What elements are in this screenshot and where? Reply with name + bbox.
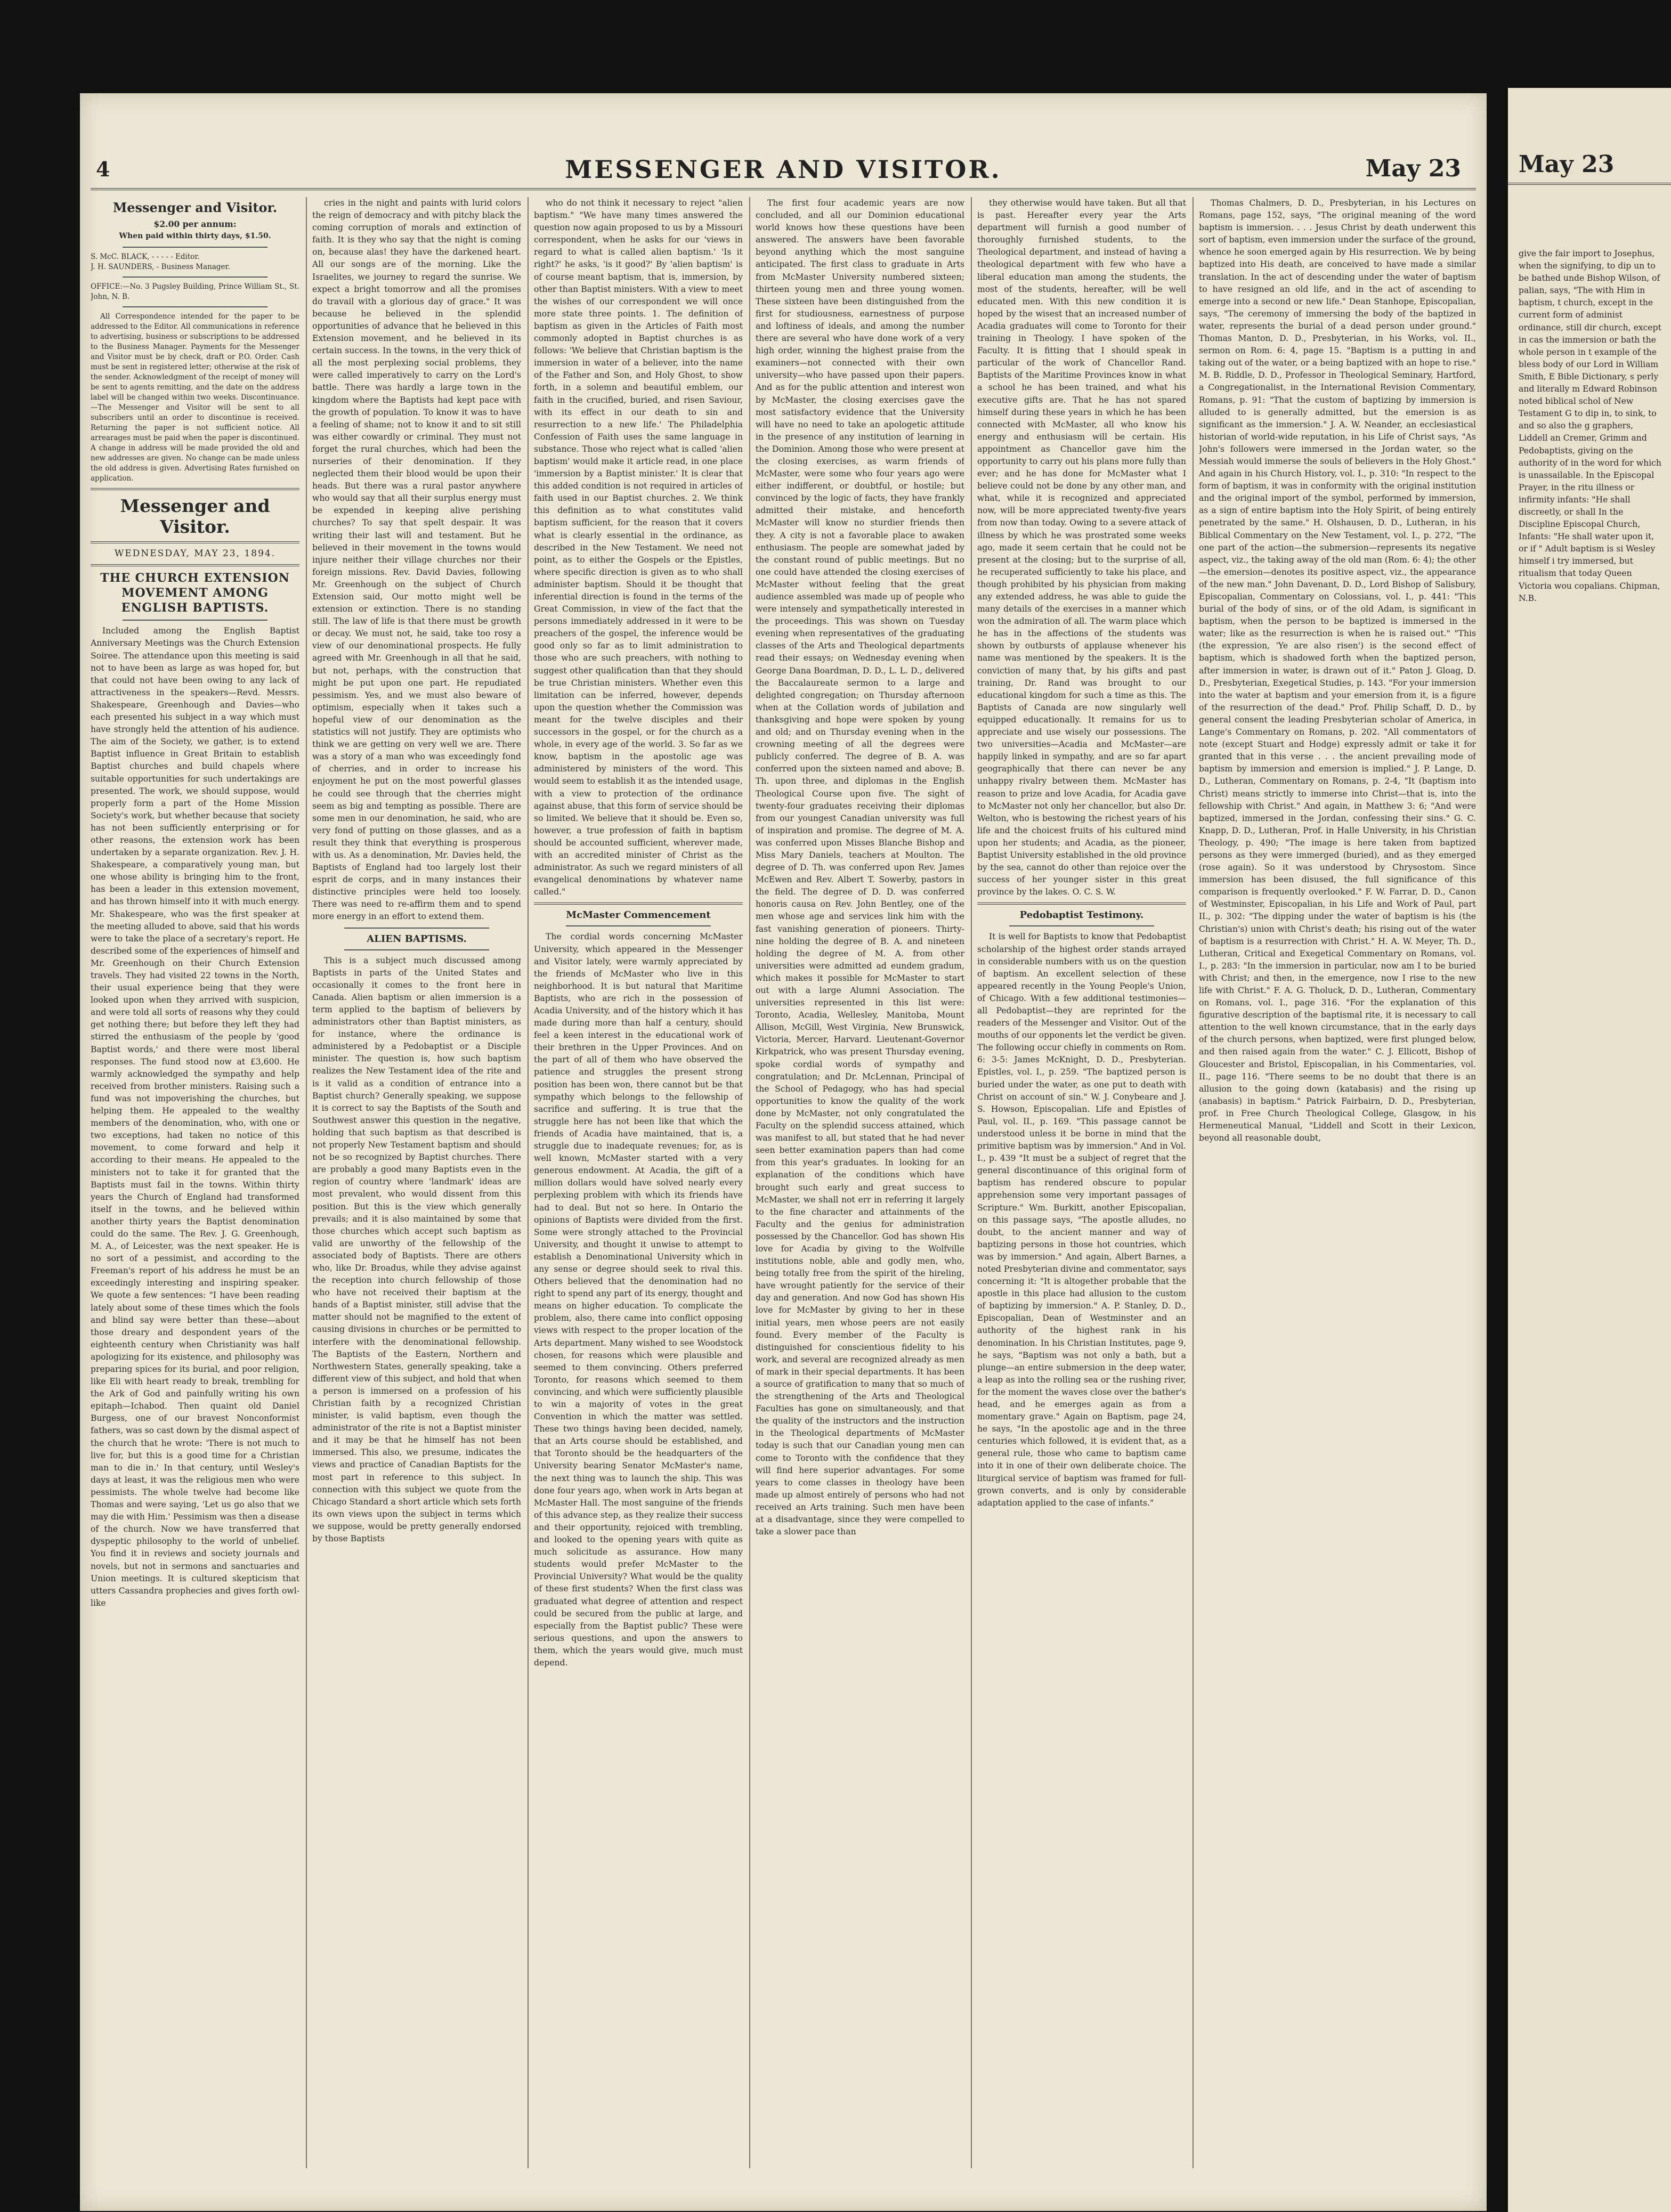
article-body: The first four academic years are now concluded, and all our Dominion educational world knows how these questions have been answered. The answers have been favorable beyond anything which the most sanguine anticipated. The first class to graduate in Arts from McMaster University numbered sixteen; thirteen young men and three young women. These sixteen have been distinguished from the first for studiousness, earnestness of purpose and loftiness of ideals, and among the number there are several who have done work of a very high order, winning the highest praise from the examiners—not connected with their own university—who have passed upon their papers. And as for the public attention and interest won by McMaster, the closing exercises gave the most satisfactory evidence that the University will have no need to take an apologetic attitude in the presence of any institution of learning in the Dominion. Among those who were present at the closing exercises, as warm friends of McMaster, were some who four years ago were either indifferent, or doubtful, or hostile; but convinced by the logic of facts, they have frankly admitted their mistake, and henceforth McMaster will know no sturdier friends then they. A city is not a favorable place to awaken enthusiasm. The people are somewhat jaded by the constant round of public meetings. But no one could have attended the closing exercises of McMaster without feeling that the great audience assembled was made up of people who were intensely and sympathetically interested in the proceedings. This was shown on Tuesday evening when representatives of the graduating classes of the Arts and Theological departments read their essays; on Wednesday evening when George Dana Boardman, D. D., L. L. D., delivered the Baccalaureate sermon to a large and delighted congregation; on Thursday afternoon when at the Collation words of jubilation and thanksgiving and hope were spoken by young and old; and on Thursday evening when in the crowning meeting of all the degrees were publicly conferred. The degree of B. A. was conferred upon the sixteen named and above; B. Th. upon three, and diplomas in the English Theological Course upon five. The sight of twenty-four graduates receiving their diplomas from our youngest Canadian university was full of inspiration and promise. The degree of M. A. was conferred upon Misses Blanche Bishop and Miss Mary Daniels, teachers at Moulton. The degree of D. Th. was conferred upon Rev. James McEwen and Rev. Albert T. Sowerby, pastors in the field. The degree of D. D. was conferred honoris causa on Rev. John Bentley, one of the men whose age and services link him with the fast vanishing generation of pioneers. Thirty-nine holding the degree of B. A. and nineteen holding the degree of M. A. from other universities were admitted ad eundem gradum, which makes it possible for McMaster to start out with a large Alumni Association. The universities represented in this list were: Toronto, Acadia, Wellesley, Manitoba, Mount Allison, McGill, West Virginia, New Brunswick, Victoria, Mercer, Harvard. Lieutenant-Governor Kirkpatrick, who was present Thursday evening, spoke cordial words of sympathy and congratulation; and Dr. McLennan, Principal of the School of Pedagogy, who has had special opportunities to know the quality of the work done by McMaster, not only congratulated the Faculty on the splendid success attained, which was manifest to all, but stated that he had never seen better examination papers than had come from this year's graduates. In looking for an explanation of the conditions which have brought such early and great success to McMaster, we shall not err in referring it largely to the fine character and attainments of the Faculty and the genius for administration possessed by the Chancellor. God has shown His love for Acadia by giving to the Wolfville institutions noble, able and godly men, who, being totally free from the spirit of the hireling, have wrought patiently for the service of their day and generation. And now God has shown His love for McMaster by giving to her in these initial years, men whose peers are not easily found. Every member of the Faculty is distinguished for conscientious fidelity to his work, and several are recognized already as men of mark in their special departments. It has been a source of gratification to many that so much of the strengthening of the Arts and Theological Faculties has gone on simultaneously, and that the quality of the instructors and the instruction in the Theological departments of McMaster today is such that our Canadian young men can come to Toronto with the confidence that they will find here superior advantages. For some years to come classes in theology have been made up almost entirely of persons who had not received an Arts training. Such men have been at a disadvantage, since they were compelled to take a slower pace than — [756, 198, 964, 1537]
divider — [344, 928, 489, 929]
column-6 — [1199, 197, 1476, 2168]
column-3 — [534, 197, 743, 2168]
divider — [123, 276, 267, 278]
column-2 — [312, 197, 521, 2168]
divider — [91, 564, 299, 566]
column-rule — [749, 197, 750, 2168]
editorial-date: WEDNESDAY, MAY 23, 1894. — [114, 548, 276, 559]
column-5 — [977, 197, 1186, 2168]
article-body: they otherwise would have taken. But all that is past. Hereafter every year the Arts department will furnish a good number of thoroughly furnished students, to the Theological department, and instead of having a theological department with few who have a liberal education man among the students, the most of the students, hereafter, will be well educated men. With this new condition it is hoped by the wisest that an increased number of Acadia graduates will come to Toronto for their training in Theology. I have spoken of the Faculty. It is fitting that I should speak in particular of the work of Chancellor Rand. Baptists of the Maritime Provinces know in what a school he has been trained, and what his executive gifts are. That he has not spared himself during these years in which he has been connected with McMaster, all who know his energy and enthusiasm will be certain. His appointment as Chancellor gave him the opportunity to carry out his plans more fully than ever; and he has done for McMaster what I believe could not be done by any other man, and what, while it is recognized and appreciated now, will be more appreciated twenty-five years from now than today. Owing to a severe attack of illness by which he was prostrated some weeks ago, made it seem certain that he could not be present at the closing; but to the surprise of all, he recuperated sufficiently to take his place, and though prohibited by his physician from making any extended address, he was able to guide the many details of the exercises in a manner which won the admiration of all. The warm place which he has in the affections of the students was shown by outbursts of applause whenever his name was mentioned by the speakers. It is the conviction of many that, by his gifts and past training, Dr. Rand was brought to our educational kingdom for such a time as this. The Baptists of Canada are now singularly well equipped educationally. It remains for us to appreciate and use wisely our possessions. The two universities—Acadia and McMaster—are happily linked in sympathy, and are so far apart geographically that there can never be any unhappy rivalry between them. McMaster has reason to prize and love Acadia, for Acadia gave to McMaster not only her chancellor, but also Dr. Welton, who is bestowing the richest years of his life and the choicest fruits of his cultured mind upon her students; and Acadia, as the pioneer, Baptist University established in the old province by the sea, cannot do other than rejoice over the success of her younger sister in this great province by the lakes. O. C. S. W. — [977, 198, 1186, 897]
article-body: Thomas Chalmers, D. D., Presbyterian, in his Lectures on Romans, page 152, says, "The original meaning of the word baptism is immersion. . . . Jesus Christ by death underwent this sort of baptism, even immersion under the surface of the ground, whence he soon emerged again by His resurrection. We by being baptized into His death, are conceived to have made a similar translation. In the act of descending under the water of baptism to have resigned an old life, and in the act of ascending to emerge into a second or new life." Dean Stanhope, Episcopalian, says, "The ceremony of immersing the body of the baptized in water, represents the burial of a dead person under ground." Thomas Manton, D. D., Presbyterian, in his Works, vol. II., sermon on Rom. 6: 4, page 15. "Baptism is a putting in and taking out of the water, or a being baptized with an hope to rise." M. B. Riddle, D. D., Professor in Theological Seminary, Hartford, a Congregationalist, in the International Revision Commentary, Romans, p. 91: "That the custom of baptizing by immersion is alluded to is generally admitted, but the emersion is as significant as the immersion." J. A. W. Neander, an ecclesiastical historian of world-wide reputation, in his Life of Christ says, "As John's followers were immersed in the Jordan water, so the Messiah would immerse the souls of believers in the Holy Ghost." And again in his Church History, vol. I., p. 310: "In respect to the form of baptism, it was in conformity with the original institution and the original import of the symbol, performed by immersion, as a sign of entire baptism into the Holy Spirit, of being entirely penetrated by the same." H. Olshausen, D. D., Lutheran, in his Biblical Commentary on the New Testament, vol. I., p. 272, "The one part of the action—the submersion—represents its negative aspect, viz., the taking away of the old man (Rom. 6: 4); the other—the emersion—denotes its positive aspect, viz., the appearance of the new man." John Davenant, D. D., Lord Bishop of Salisbury, Episcopalian, Commentary on Colossians, vol. I., p. 441: "This burial of the body of sins, or of the old Adam, is significant in baptism, when the person to be baptized is immersed in the water; like as the resurrection is when he is raised out." "This (the expression, 'Ye are also risen') is the second effect of baptism, which is shadowed forth when the baptized person, after immersion in water, is drawn out of it." Paton J. Gloag, D. D., Presbyterian, Exegetical Studies, p. 143. "For your immersion into the water at baptism and your emersion from it, is a figure of the resurrection of the dead." Prof. Philip Schaff, D. D., by general consent the leading Presbyterian scholar of America, in Lange's Commentary on Romans, p. 202. "All commentators of note (except Stuart and Hodge) expressly admit or take it for granted that in this verse . . . the ancient prevailing mode of baptism by immersion and emersion is implied." J. P. Lange, D. D., Lutheran, Commentary on Romans, p. 2-4, "It (baptism into Christ) means strictly to immerse into Christ—that is, into the fellowship with Christ." And again, in Matthew 3: 6; "And were baptized, immersed in the Jordan, confessing their sins." G. C. Knapp, D. D., Lutheran, Prof. in Halle University, in his Christian Theology, p. 490; "The image is here taken from baptized persons as they were immerged (buried), and as they emerged (rose again). So it was understood by Chrysostom. Since immersion has been disused, the full significance of this comparison is frequently overlooked." F. W. Farrar, D. D., Canon of Westminster, Episcopalian, in his Life and Work of Paul, part II., p. 302: "The dipping under the water of baptism is his (the Christian's) union with Christ's death; his rising out of the water of baptism is a resurrection with Christ." H. A. W. Meyer, Th. D., Lutheran, Critical and Exegetical Commentary on Romans, vol. I., p. 283: "In the immersion in particular, now am I to be buried with Christ; and then, in the emergence, now I rise to the new life with Christ." F. A. G. Tholuck, D. D., Lutheran, Commentary on Romans, vol. I., page 316. "For the explanation of this figurative description of the baptismal rite, it is necessary to call attention to the well known circumstance, that in the early days of the church persons, when baptized, were first plunged below, and then raised again from the water." C. J. Ellicott, Bishop of Gloucester and Bristol, Episcopalian, in his Commentaries, vol. II., page 116. "There seems to be no doubt that there is an allusion to the going down (katabasis) and the rising up (anabasis) in baptism." Patrick Fairbairn, D. D., Presbyterian, prof. in Free Church Theological College, Glasgow, in his Hermeneutical Manual, "Liddell and Scott in their Lexicon, beyond all reasonable doubt, — [1199, 198, 1476, 1143]
divider — [91, 488, 299, 490]
divider — [977, 902, 1186, 905]
article-heading-mcmaster: McMaster Commencement — [566, 909, 711, 921]
divider — [534, 902, 743, 905]
divider — [1009, 925, 1154, 926]
divider — [344, 949, 489, 950]
masthead-price: $2.00 per annum: — [153, 219, 237, 230]
article-body: who do not think it necessary to reject "alien baptism." "We have many times answered the question now again proposed to us by a Missouri correspondent, when he asks for our 'views in regard to what is called alien baptism.' 'Is it right?' he asks, 'is it good?' By 'alien baptism' is of course meant baptism, that is, immersion, by other than Baptist ministers. With a view to meet the wishes of our correspondent we will once more state three points. 1. The definition of baptism as given in the Articles of Faith most commonly adopted in Baptist churches is as follows: 'We believe that Christian baptism is the immersion in water of a believer, into the name of the Father and Son, and Holy Ghost, to show forth, in a solemn and beautiful emblem, our faith in the crucified, buried, and risen Saviour, with its effect in our death to sin and resurrection to a new life.' The Philadelphia Confession of Faith uses the same language in substance. Those who reject what is called 'alien baptism' would make it article read, in one place 'immersion by a Baptist minister.' It is clear that this added condition is not required in articles of faith used in our Baptist churches. 2. We think this definition as to what constitutes valid baptism sufficient, for the reason that it covers what is clearly essential in the ordinance, as described in the New Testament. We need not point, as to either the Gospels or the Epistles, where specific direction is given as to who shall administer baptism. Should it be thought that inferential direction is found in the terms of the Great Commission, in view of the fact that the persons immediately addressed in it were to be preachers of the gospel, the inference would be good only so far as to limit administration to those who are such preachers, with nothing to suggest other qualification than that they should be true Christian ministers. Whether even this limitation can be inferred, however, depends upon the question whether the Commission was meant for the twelve disciples and their successors in the gospel, or for the church as a whole, in every age of the world. 3. So far as we know, baptism in the apostolic age was administered by ministers of the word. This would seem to establish it as the intended usage, with a view to protection of the ordinance against abuse, that this form of service should be so limited. We believe that it should be. Even so, however, a true profession of faith in baptism should be accounted sufficient, wherever made, with an accredited minister of Christ as the administrator. As such we regard ministers of all evangelical denominations by whatever name called." — [534, 198, 743, 897]
divider — [123, 620, 267, 621]
masthead-notices: All Correspondence intended for the paper to be addressed to the Editor. All communications in reference to advertising, business or subscriptions to be addressed to the Business Manager. Payments for the Messenger and Visitor must be by check, draft or P.O. Order. Cash must be sent in registered letter; otherwise at the risk of the sender. Acknowledgment of the receipt of money will be sent to agents remitting, and the date on the address label will be changed within two weeks. Discontinuance.—The Messenger and Visitor will be sent to all subscribers until an order to discontinue is received. Returning the paper is not sufficient notice. All arrearages must be paid when the paper is discontinued. A change in address will be made provided the old and new addresses are given. No change can be made unless the old address is given. Advertising Rates furnished on application. — [91, 312, 299, 483]
adjacent-page — [1508, 88, 1671, 2212]
column-rule — [306, 197, 307, 2168]
page-date: May 23 — [1365, 155, 1461, 182]
divider — [123, 306, 267, 307]
column-1 — [91, 197, 299, 2168]
divider — [91, 541, 299, 543]
page-number: 4 — [96, 157, 110, 181]
masthead-box-title: Messenger and Visitor. — [112, 200, 278, 215]
column-rule — [528, 197, 529, 2168]
newspaper-page — [80, 93, 1487, 2211]
paper-title: MESSENGER AND VISITOR. — [565, 155, 1002, 184]
masthead-editor: S. McC. BLACK, - - - - - Editor. — [91, 253, 200, 262]
article-body: The cordial words concerning McMaster University, which appeared in the Messenger and Visitor lately, were warmly appreciated by the friends of McMaster who live in this neighborhood. It is but natural that Maritime Baptists, who are rich in the possession of Acadia University, and of the history which it has made during more than half a century, should feel a keen interest in the educational work of their brethren in the Upper Provinces. And on the part of all of them who have observed the patience and struggles the present strong position has been won, there cannot but be that sympathy which belongs to the fellowship of sacrifice and suffering. It is true that the struggle here has not been like that which the friends of Acadia have maintained, that is, a struggle due to inadequate revenues; for, as is well known, McMaster started with a very generous endowment. At Acadia, the gift of a million dollars would have solved nearly every perplexing problem with which its friends have had to deal. But not so here. In Ontario the opinions of Baptists were divided from the first. Some were strongly attached to the Provincial University, and thought it unwise to attempt to establish a Denominational University which in any sense or degree should seek to rival this. Others believed that the denomination had no right to spend any part of its energy, thought and means on higher education. To complicate the problem, also, there came into conflict opposing views with respect to the proper location of the Arts department. Many wished to see Woodstock chosen, for reasons which were plausible and seemed to them convincing. Others preferred Toronto, for reasons which seemed to them convincing, and which were sufficiently plausible to win a majority of votes in the great Convention in which the matter was settled. These two things having been decided, namely, that an Arts course should be established, and that Toronto should be the headquarters of the University bearing Senator McMaster's name, the next thing was to launch the ship. This was done four years ago, when work in Arts began at McMaster Hall. The most sanguine of the friends of this advance step, as they realize their success and their opportunity, rejoiced with trembling, and looked to the opening years with quite as much solicitude as assurance. How many students would prefer McMaster to the Provincial University? What would be the quality of these first students? When the first class was graduated what degree of attention and respect could be secured from the public at large, and especially from the Baptist public? These were serious questions, and upon the answers to them, which the years would give, much must depend. — [534, 932, 743, 1668]
column-rule — [971, 197, 972, 2168]
article-heading-church-extension: THE CHURCH EXTENSION MOVEMENT AMONG ENGLISH BAPTISTS. — [100, 571, 290, 615]
masthead-office: OFFICE:—No. 3 Pugsley Building, Prince William St., St. John, N. B. — [91, 282, 299, 302]
article-body: Included among the English Baptist Anniversary Meetings was the Church Extension Soiree. The attendance upon this meeting is said not to have been as large as was hoped for, but that could not have been owing to any lack of attractiveness in the speakers—Revd. Messrs. Shakespeare, Greenhough and Davies—who each presented his subject in a way which must have strongly held the attention of his audience. The aim of the Society, we gather, is to extend Baptist influence in Great Britain to establish Baptist churches and build chapels where suitable opportunities for such undertakings are presented. The work, we should suppose, would properly form a part of the Home Mission Society's work, but whether because that society has not been sufficiently enterprising or for other reasons, the extension work has been undertaken by a separate organization. Rev. J. H. Shakespeare, a comparatively young man, but one whose ability is bringing him to the front, has been a leader in this extension movement, and has thrown himself into it with much energy. Mr. Shakespeare, who was the first speaker at the meeting alluded to above, said that his words were to take the place of a secretary's report. He described some of the experiences of himself and Mr. Greenhough on their Church Extension travels. They had visited 22 towns in the North, their usual experience being that they were looked upon when they arrived with suspicion, and were told all sorts of reasons why they could get nothing there; but before they left they had stirred the enthusiasm of the people by 'good Baptist words,' and there were most liberal responses. The fund stood now at £3,600. He warmly acknowledged the sympathy and help received from brother ministers. Raising such a fund was not impoverishing the churches, but helping them. He appealed to the wealthy members of the denomination, who, with one or two exceptions, had taken no notice of this movement, to come forward and help it according to their means. He appealed to the ministers not to take it for granted that the Baptists must fail in the towns. Within thirty years the Church of England had transformed itself in the towns, and he believed within another thirty years the Baptist denomination could do the same. The Rev. J. G. Greenhough, M. A., of Leicester, was the next speaker. He is no sort of a pessimist, and according to the Freeman's report of his address he must be an exceedingly interesting and inspiring speaker. We quote a few sentences: "I have been reading lately about some of these times which the fools and blind say were better than these—about those dreary and despondent years of the eighteenth century when Christianity was half apologizing for its existence, and philosophy was preparing spices for its burial, and poor religion, like Eli with heart ready to break, trembling for the Ark of God and painfully writing his own epitaph—Ichabod. Then quaint old Daniel Burgess, one of our bravest Nonconformist fathers, was so cast down by the dismal aspect of the church that he wrote: 'There is not much to live for, but this is a good time for a Christian man to die in.' In that century, until Wesley's days at least, it was the religious men who were pessimists. The whole twelve had become like Thomas and were saying, 'Let us go also that we may die with Him.' Pessimism was then a disease of the church. Now we have transferred that dyspeptic philosophy to the world of unbelief. You find it in reviews and society journals and novels, but not in sermons and sanctuaries and Union meetings. It is cultured skepticism that utters Cassandra prophecies and gives forth owl-like — [91, 626, 299, 1608]
article-body: It is well for Baptists to know that Pedobaptist scholarship of the highest order stands arrayed in considerable numbers with us on the question of baptism. An excellent selection of these appeared recently in the Young People's Union, of Chicago. With a few additional testimonies—all Pedobaptist—they are reprinted for the readers of the Messenger and Visitor. Out of the mouths of our opponents let the verdict be given. The following occur chiefly in comments on Rom. 6: 3-5: James McKnight, D. D., Presbyterian. Epistles, vol. I., p. 259. "The baptized person is buried under the water, as one put to death with Christ on account of sin." W. J. Conybeare and J. S. Howson, Episcopalian. Life and Epistles of Paul, vol. II., p. 169. "This passage cannot be understood unless it be borne in mind that the primitive baptism was by immersion." And in Vol. I., p. 439 "It must be a subject of regret that the general discontinuance of this original form of baptism has rendered obscure to popular apprehension some very important passages of Scripture." Wm. Burkitt, another Episcopalian, on this passage says, "The apostle alludes, no doubt, to the ancient manner and way of baptizing persons in those hot countries, which was by immersion." And again, Albert Barnes, a noted Presbyterian divine and commentator, says concerning it: "It is altogether probable that the apostle in this place had allusion to the custom of baptizing by immersion." A. P. Stanley, D. D., Episcopalian, Dean of Westminster and an authority of the highest rank in his denomination. In his Christian Institutes, page 9, he says, "Baptism was not only a bath, but a plunge—an entire submersion in the deep water, a leap as into the rolling sea or the rushing river, for the moment the waves close over the bather's head, and he emerges again as from a momentary grave." Again on Baptism, page 24, he says, "In the apostolic age and in the three centuries which followed, it is evident that, as a general rule, those who came to baptism came into it in one of their own deliberate choice. The liturgical service of baptism was framed for full-grown converts, and is only by considerable adaptation applied to the case of infants." — [977, 932, 1186, 1508]
column-4 — [756, 197, 964, 2168]
article-heading-pedobaptist: Pedobaptist Testimony. — [1019, 909, 1144, 921]
divider — [566, 925, 711, 926]
article-body: This is a subject much discussed among Baptists in parts of the United States and occasionally it comes to the front here in Canada. Alien baptism or alien immersion is a term applied to the baptism of believers by administrators other than Baptist ministers, as for instance, where the ordinance is administered by a Pedobaptist or a Disciple minister. The question is, how such baptism realizes the New Testament idea of the rite and is it valid as a condition of entrance into a Baptist church? Generally speaking, we suppose it is correct to say the Baptists of the South and Southwest answer this question in the negative, holding that such baptism as that described is not properly New Testament baptism and should not be so recognized by Baptist churches. There are probably a good many Baptists even in the region of country where 'landmark' ideas are most prevalent, who would dissent from this position. But this is the view which generally prevails; and it is also maintained by some that those churches which accept such baptism as valid are unworthy of the fellowship of the associated body of Baptists. There are others who, like Dr. Broadus, while they advise against the reception into church fellowship of those who have not received their baptism at the hands of a Baptist minister, still advise that the matter should not be magnified to the extent of causing divisions in churches or be permitted to interfere with the denominational fellowship. The Baptists of the Eastern, Northern and Northwestern States, generally speaking, take a different view of this subject, and hold that when a person is immersed on a profession of his Christian faith by a recognized Christian minister, is valid baptism, even though the administrator of the rite is not a Baptist minister and it may be that he himself has not been immersed. This also, we presume, indicates the views and practice of Canadian Baptists for the most part in reference to this subject. In connection with this subject we quote from the Chicago Standard a short article which sets forth its own views upon the subject in terms which we suppose, would be pretty generally endorsed by those Baptists — [312, 955, 521, 1544]
header-rule — [1508, 183, 1671, 185]
divider — [123, 247, 267, 248]
adjacent-page-text: give the fair import to Josephus, when the signifying, to dip un to be bathed unde Bishop Wilson, of palian, says, "The with Him in baptism, t church, except in the current form of administ ordinance, still dir church, except in cas the immersion or bath the whole person in t example of the bless body of our Lord in William Smith, E Bible Dictionary, s perly and literally m Edward Robinson noted biblical schol of New Testament G to dip in, to sink, to and so also the g graphers, Liddell an Cremer, Grimm and Pedobaptists, giving on the authority of in the word for which is unassailable. In the Episcopal Prayer, in the ritu illness or infirmity infants: "He shall discreetly, or shall In the Discipline Episcopal Church, Infants: "He shall water upon it, or if " Adult baptism is si Wesley himself i try immersed, but ritualism that today Queen Victoria wou copalians. Chipman, N.B. — [1519, 249, 1661, 603]
masthead-terms: When paid within thirty days, $1.50. — [119, 232, 271, 241]
editorial-paper-name: Messenger and Visitor. — [120, 495, 270, 538]
adjacent-page-date: May 23 — [1519, 151, 1615, 178]
column-rule — [1193, 197, 1194, 2168]
header-rule — [91, 188, 1476, 190]
article-body: cries in the night and paints with lurid colors the reign of democracy and with pitchy black the coming corruption of morals and extinction of faith. It is they who say that the night is coming on, because alas! they have the darkened heart. All our songs are of the morning. Like the Israelites, we journey to regard the sunrise. We expect a bright tomorrow and all the promises do travail with a glorious day of grace." It was because he believed in the splendid opportunities of advance that he believed in this Extension movement, and he believed in its certain success. In the towns, in the very thick of all the most perplexing social problems, they were called imperatively to carry on the Lord's battle. There was hardly a large town in the kingdom where the Baptists had kept pace with the growth of population. To know it was to have a feeling of shame; not to know it and to sit still was either cowardly or criminal. They must not forget the rural churches, which had been the nurseries of their denomination. If they neglected them their blood would be upon their heads. But there was a rural pastor anywhere who would say that all their surplus energy must be expended in keeping alive perishing churches? To say that spelt despair. It was writing their last will and testament. But he believed in their movement in the towns would injure neither their village churches nor their foreign missions. Rev. David Davies, following Mr. Greenhough on the subject of Church Extension said, Our motto might well be extension or extinction. There is no standing still. The law of life is that there must be growth or decay. We must not, he said, take too rosy a view of our denominational prospects. He fully agreed with Mr. Greenhough in all that he said, but not, perhaps, with the construction that might be put upon one part. He repudiated pessimism. Yes, and we must also beware of optimism, especially when it takes such a hopeful view of our denomination as the statistics will not justify. They are optimists who think we are getting on very well we are. There was a story of a man who was exceedingly fond of cherries, and in order to increase his enjoyment he put on the most powerful glasses he could see through that the cherries might seem as big and tempting as possible. There are some men in our denomination, he said, who are very fond of putting on those glasses, and as a result they think that everything is prosperous with us. As a denomination, Mr. Davies held, the Baptists of England had too largely lost their esprit de corps, and in many instances their distinctive principles were held too loosely. There was need to re-affirm them and to spend more energy in an effort to extend them. — [312, 198, 521, 922]
article-heading-alien-baptisms: ALIEN BAPTISMS. — [367, 933, 467, 945]
masthead-manager: J. H. SAUNDERS, - Business Manager. — [91, 263, 230, 272]
